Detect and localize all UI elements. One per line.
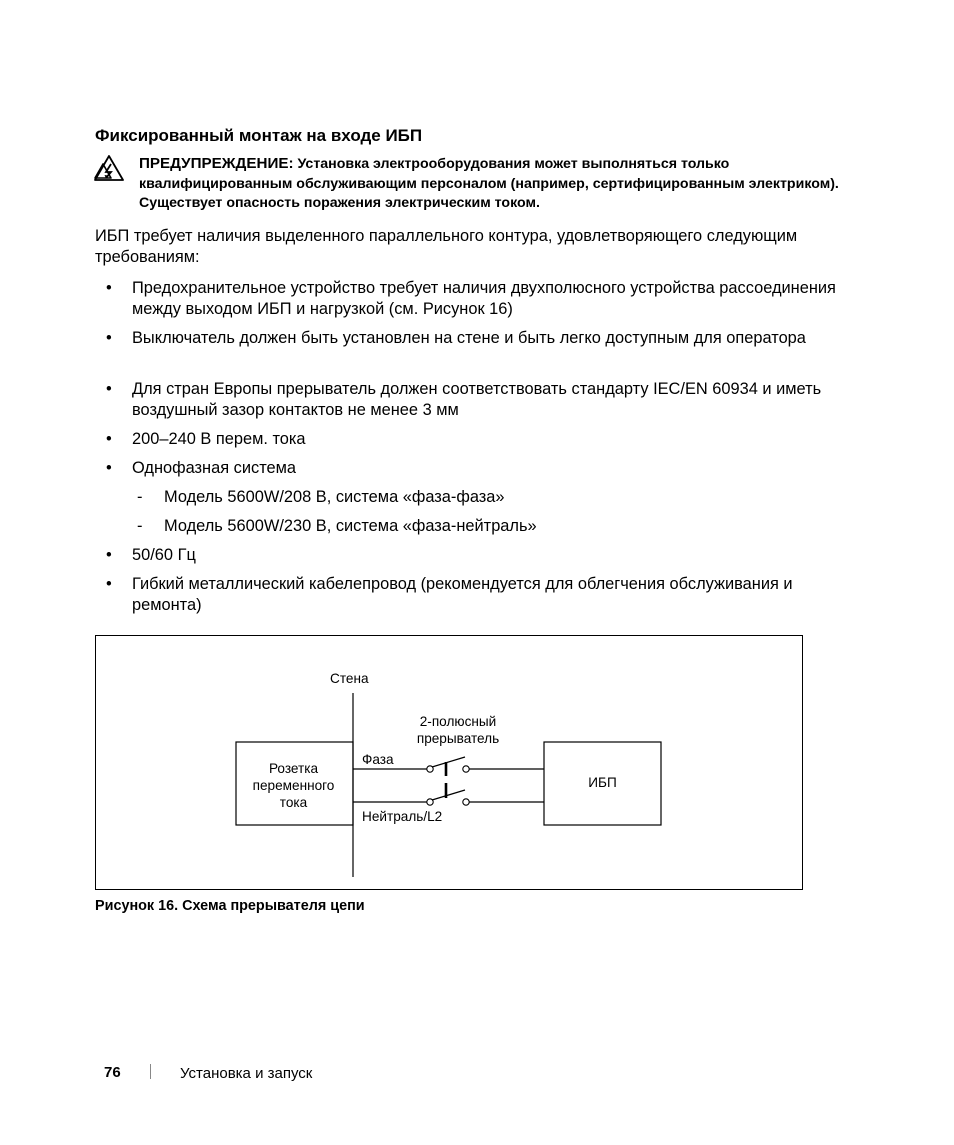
list-item: Предохранительное устройство требует наличия двухполюсного устройства рассоединения между выходом ИБП и нагрузкой (см. Рисунок 16) — [132, 279, 836, 318]
bullet-marker: • — [106, 459, 112, 477]
wall-label: Стена — [330, 671, 369, 686]
sub-list-item: Модель 5600W/208 В, система «фаза-фаза» — [164, 488, 505, 506]
circuit-breaker-diagram — [95, 635, 803, 890]
phase-label: Фаза — [362, 752, 394, 767]
warning-text: Установка электрооборудования может выполняться только квалифицированным обслуживающим персоналом (например, сертифицированным электриком). Существует опасность поражения электрическим током. — [139, 156, 839, 211]
page-number: 76 — [104, 1064, 121, 1081]
bullet-marker: • — [106, 329, 112, 347]
breaker-label-line2: прерыватель — [416, 731, 500, 746]
list-item: Для стран Европы прерыватель должен соответствовать стандарту IEC/EN 60934 и иметь воздушный зазор контактов не менее 3 мм — [132, 380, 822, 419]
bullet-marker: • — [106, 546, 112, 564]
ups-label: ИБП — [588, 775, 617, 790]
bullet-marker: • — [106, 279, 112, 297]
footer-divider — [150, 1064, 151, 1079]
phase-blade — [432, 757, 465, 767]
intro-paragraph: ИБП требует наличия выделенного параллельного контура, удовлетворяющего следующим требованиям: — [95, 227, 798, 266]
sub-list-item: Модель 5600W/230 В, система «фаза-нейтраль» — [164, 517, 537, 535]
outlet-label-line2: переменного — [252, 778, 335, 793]
bullet-marker: • — [106, 430, 112, 448]
dash-marker: - — [137, 517, 143, 535]
bullet-marker: • — [106, 575, 112, 593]
list-item: 200–240 В перем. тока — [132, 430, 306, 448]
phase-contact-right — [463, 766, 469, 772]
outlet-label-line1: Розетка — [268, 761, 319, 776]
neutral-blade — [432, 790, 465, 800]
outlet-label-line3: тока — [279, 795, 308, 810]
dash-marker: - — [137, 488, 143, 506]
breaker-label-line1: 2-полюсный — [419, 714, 497, 729]
section-title: Фиксированный монтаж на входе ИБП — [95, 126, 423, 145]
neutral-label: Нейтраль/L2 — [362, 809, 443, 824]
list-item: Выключатель должен быть установлен на стене и быть легко доступным для оператора — [132, 329, 806, 347]
footer-section-name: Установка и запуск — [180, 1065, 313, 1082]
list-item: Гибкий металлический кабелепровод (рекомендуется для облегчения обслуживания и ремонта) — [132, 575, 793, 614]
list-item: Однофазная система — [132, 459, 297, 477]
breaker-label — [398, 713, 518, 747]
list-item: 50/60 Гц — [132, 546, 196, 564]
outlet-label — [237, 760, 350, 811]
figure-caption: Рисунок 16. Схема прерывателя цепи — [95, 898, 365, 914]
warning-notice — [139, 154, 859, 214]
warning-label: ПРЕДУПРЕЖДЕНИЕ: — [139, 155, 294, 172]
bullet-marker: • — [106, 380, 112, 398]
neutral-contact-right — [463, 799, 469, 805]
electrical-hazard-icon — [94, 155, 124, 181]
